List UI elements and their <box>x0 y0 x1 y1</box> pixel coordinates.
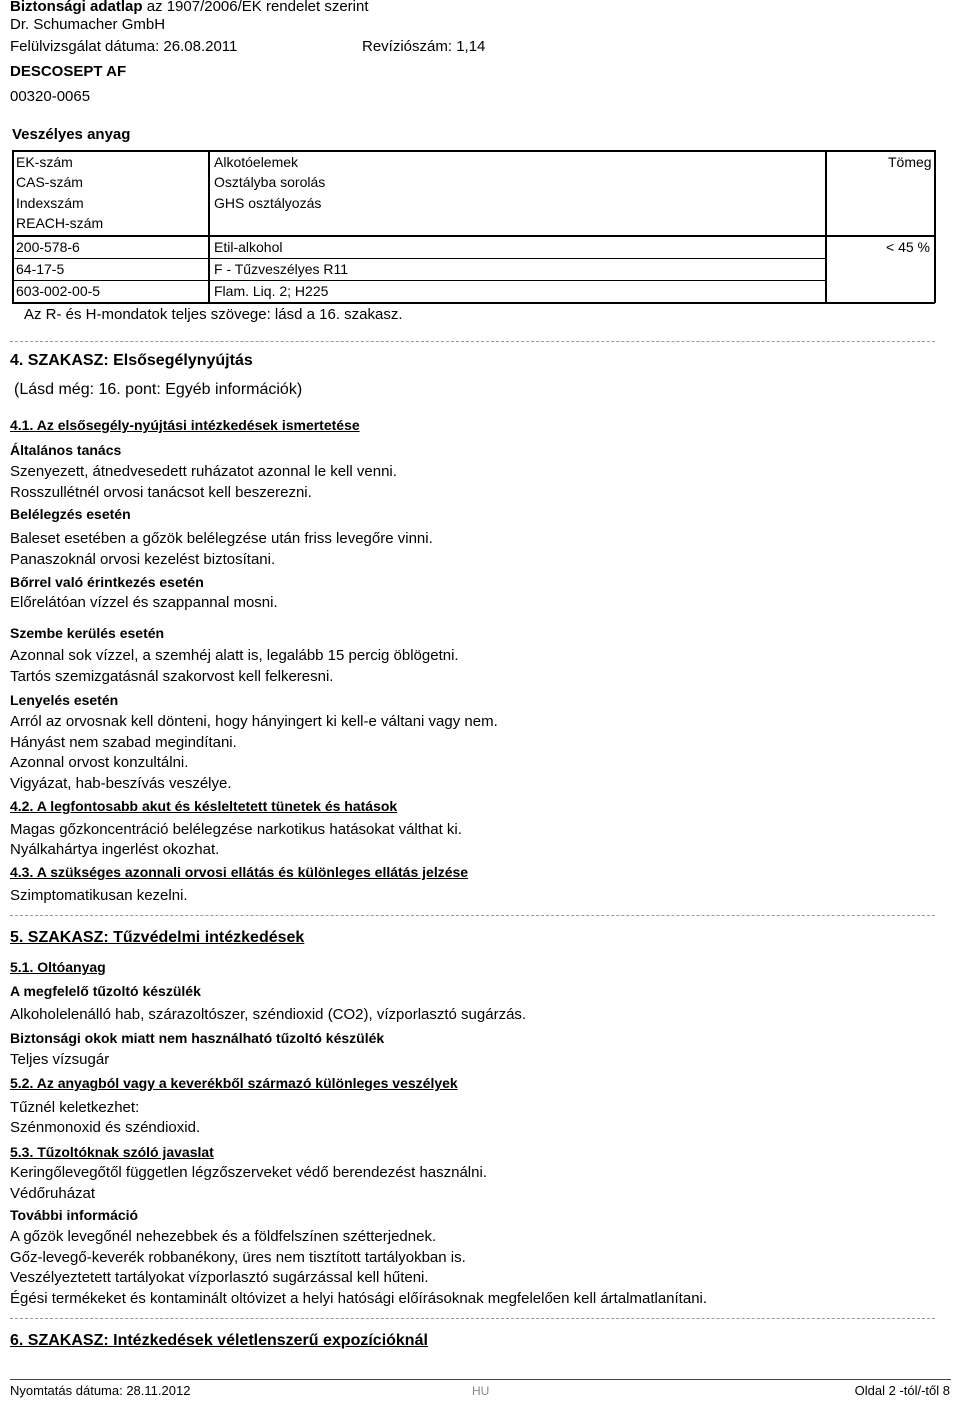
footer-rule <box>10 1379 951 1380</box>
text-line: Magas gőzkoncentráció belélegzése narkotikus hatásokat válthat ki. <box>10 821 462 838</box>
text-line: Azonnal sok vízzel, a szemhéj alatt is, legalább 15 percig öblögetni. <box>10 647 459 664</box>
col-index: Indexszám <box>16 195 84 211</box>
cell-ek: 200-578-6 <box>16 239 80 255</box>
col-mass: Tömeg <box>888 154 932 170</box>
section42-heading: 4.2. A legfontosabb akut és késleltetett tünetek és hatások <box>10 798 398 814</box>
table-col-divider <box>825 150 827 303</box>
table-bottom-border <box>12 302 935 304</box>
revision-number: Revíziószám: 1,14 <box>362 38 486 55</box>
revision-date: Felülvizsgálat dátuma: 26.08.2011 <box>10 38 238 55</box>
text-line: A gőzök levegőnél nehezebbek és a földfelszínen szétterjednek. <box>10 1228 437 1245</box>
further-info-label: További információ <box>10 1207 139 1223</box>
ingestion-label: Lenyelés esetén <box>10 692 119 708</box>
page-number: Oldal 2 -tól/-től 8 <box>854 1383 950 1398</box>
language-code: HU <box>472 1384 490 1398</box>
text-line: Tartós szemizgatásnál szakorvost kell felkeresni. <box>10 668 334 685</box>
section-divider <box>10 1318 935 1319</box>
text-line: Rosszullétnél orvosi tanácsot kell beszerezni. <box>10 484 312 501</box>
general-advice-label: Általános tanács <box>10 442 122 458</box>
col-ek: EK-szám <box>16 154 73 170</box>
col-classification: Osztályba sorolás <box>214 174 326 190</box>
col-reach: REACH-szám <box>16 215 104 231</box>
unsuitable-media-label: Biztonsági okok miatt nem használható tűzoltó készülék <box>10 1030 385 1046</box>
section41-heading: 4.1. Az elsősegély-nyújtási intézkedések ismertetése <box>10 417 360 433</box>
text-line: Égési termékeket és kontaminált oltóvizet a helyi hatósági előírásoknak megfelelően kell ártalmatlanítani. <box>10 1290 708 1307</box>
section43-heading: 4.3. A szükséges azonnali orvosi ellátás és különleges ellátás jelzése <box>10 864 469 880</box>
text-line: Szimptomatikusan kezelni. <box>10 887 188 904</box>
text-line: Veszélyeztetett tartályokat vízporlasztó sugárzással kell hűteni. <box>10 1269 429 1286</box>
text-line: Alkoholelenálló hab, szárazoltószer, széndioxid (CO2), vízporlasztó sugárzás. <box>10 1006 527 1023</box>
text-line: Baleset esetében a gőzök belélegzése után friss levegőre vinni. <box>10 530 433 547</box>
section-divider <box>10 341 935 342</box>
row-divider <box>12 280 825 281</box>
table-top-border <box>12 150 935 152</box>
company-name: Dr. Schumacher GmbH <box>10 16 166 33</box>
text-line: Arról az orvosnak kell dönteni, hogy hányingert ki kell-e váltani vagy nem. <box>10 713 498 730</box>
text-line: Keringőlevegőtől független légzőszerveket védő berendezést használni. <box>10 1164 487 1181</box>
table-left-border <box>12 150 14 303</box>
table-right-border <box>934 150 936 303</box>
text-line: Panaszoknál orvosi kezelést biztosítani. <box>10 551 276 568</box>
section53-heading: 5.3. Tűzoltóknak szóló javaslat <box>10 1144 214 1160</box>
text-line: Tűznél keletkezhet: <box>10 1099 140 1116</box>
text-line: Azonnal orvost konzultálni. <box>10 754 189 771</box>
document-title: Biztonsági adatlap az 1907/2006/EK rendelet szerint <box>10 0 369 15</box>
eye-contact-label: Szembe kerülés esetén <box>10 625 165 641</box>
section6-heading: 6. SZAKASZ: Intézkedések véletlenszerű expozícióknál <box>10 1332 428 1349</box>
cell-ghs: Flam. Liq. 2; H225 <box>214 283 329 299</box>
product-name: DESCOSEPT AF <box>10 63 127 80</box>
section-divider <box>10 915 935 916</box>
text-line: Hányást nem szabad megindítani. <box>10 734 237 751</box>
suitable-media-label: A megfelelő tűzoltó készülék <box>10 983 201 999</box>
section51-heading: 5.1. Oltóanyag <box>10 959 106 975</box>
col-components: Alkotóelemek <box>214 154 299 170</box>
col-cas: CAS-szám <box>16 174 83 190</box>
cell-cas: 64-17-5 <box>16 261 65 277</box>
cell-mass: < 45 % <box>886 239 930 255</box>
section5-heading: 5. SZAKASZ: Tűzvédelmi intézkedések <box>10 929 305 946</box>
text-line: Vigyázat, hab-beszívás veszélye. <box>10 775 232 792</box>
section52-heading: 5.2. Az anyagból vagy a keverékből származó különleges veszélyek <box>10 1075 458 1091</box>
section4-see-also: (Lásd még: 16. pont: Egyéb információk) <box>14 381 303 398</box>
skin-contact-label: Bőrrel való érintkezés esetén <box>10 574 204 590</box>
text-line: Szenyezett, átnedvesedett ruházatot azonnal le kell venni. <box>10 463 397 480</box>
hazardous-heading: Veszélyes anyag <box>12 126 131 143</box>
text-line: Védőruházat <box>10 1185 96 1202</box>
text-line: Gőz-levegő-keverék robbanékony, üres nem tisztított tartályokban is. <box>10 1249 466 1266</box>
cell-index: 603-002-00-5 <box>16 283 101 299</box>
product-code: 00320-0065 <box>10 88 91 105</box>
row-divider <box>12 258 825 259</box>
r-phrases-note: Az R- és H-mondatok teljes szövege: lásd a 16. szakasz. <box>24 306 403 323</box>
text-line: Szénmonoxid és széndioxid. <box>10 1119 201 1136</box>
cell-name: Etil-alkohol <box>214 239 283 255</box>
text-line: Előrelátóan vízzel és szappannal mosni. <box>10 594 278 611</box>
table-header-border <box>12 235 935 237</box>
col-ghs: GHS osztályozás <box>214 195 322 211</box>
table-col-divider <box>208 150 210 303</box>
text-line: Nyálkahártya ingerlést okozhat. <box>10 841 220 858</box>
text-line: Teljes vízsugár <box>10 1051 110 1068</box>
inhalation-label: Belélegzés esetén <box>10 506 131 522</box>
cell-classification: F - Tűzveszélyes R11 <box>214 261 349 277</box>
section4-heading: 4. SZAKASZ: Elsősegélynyújtás <box>10 352 253 369</box>
print-date: Nyomtatás dátuma: 28.11.2012 <box>10 1383 191 1398</box>
